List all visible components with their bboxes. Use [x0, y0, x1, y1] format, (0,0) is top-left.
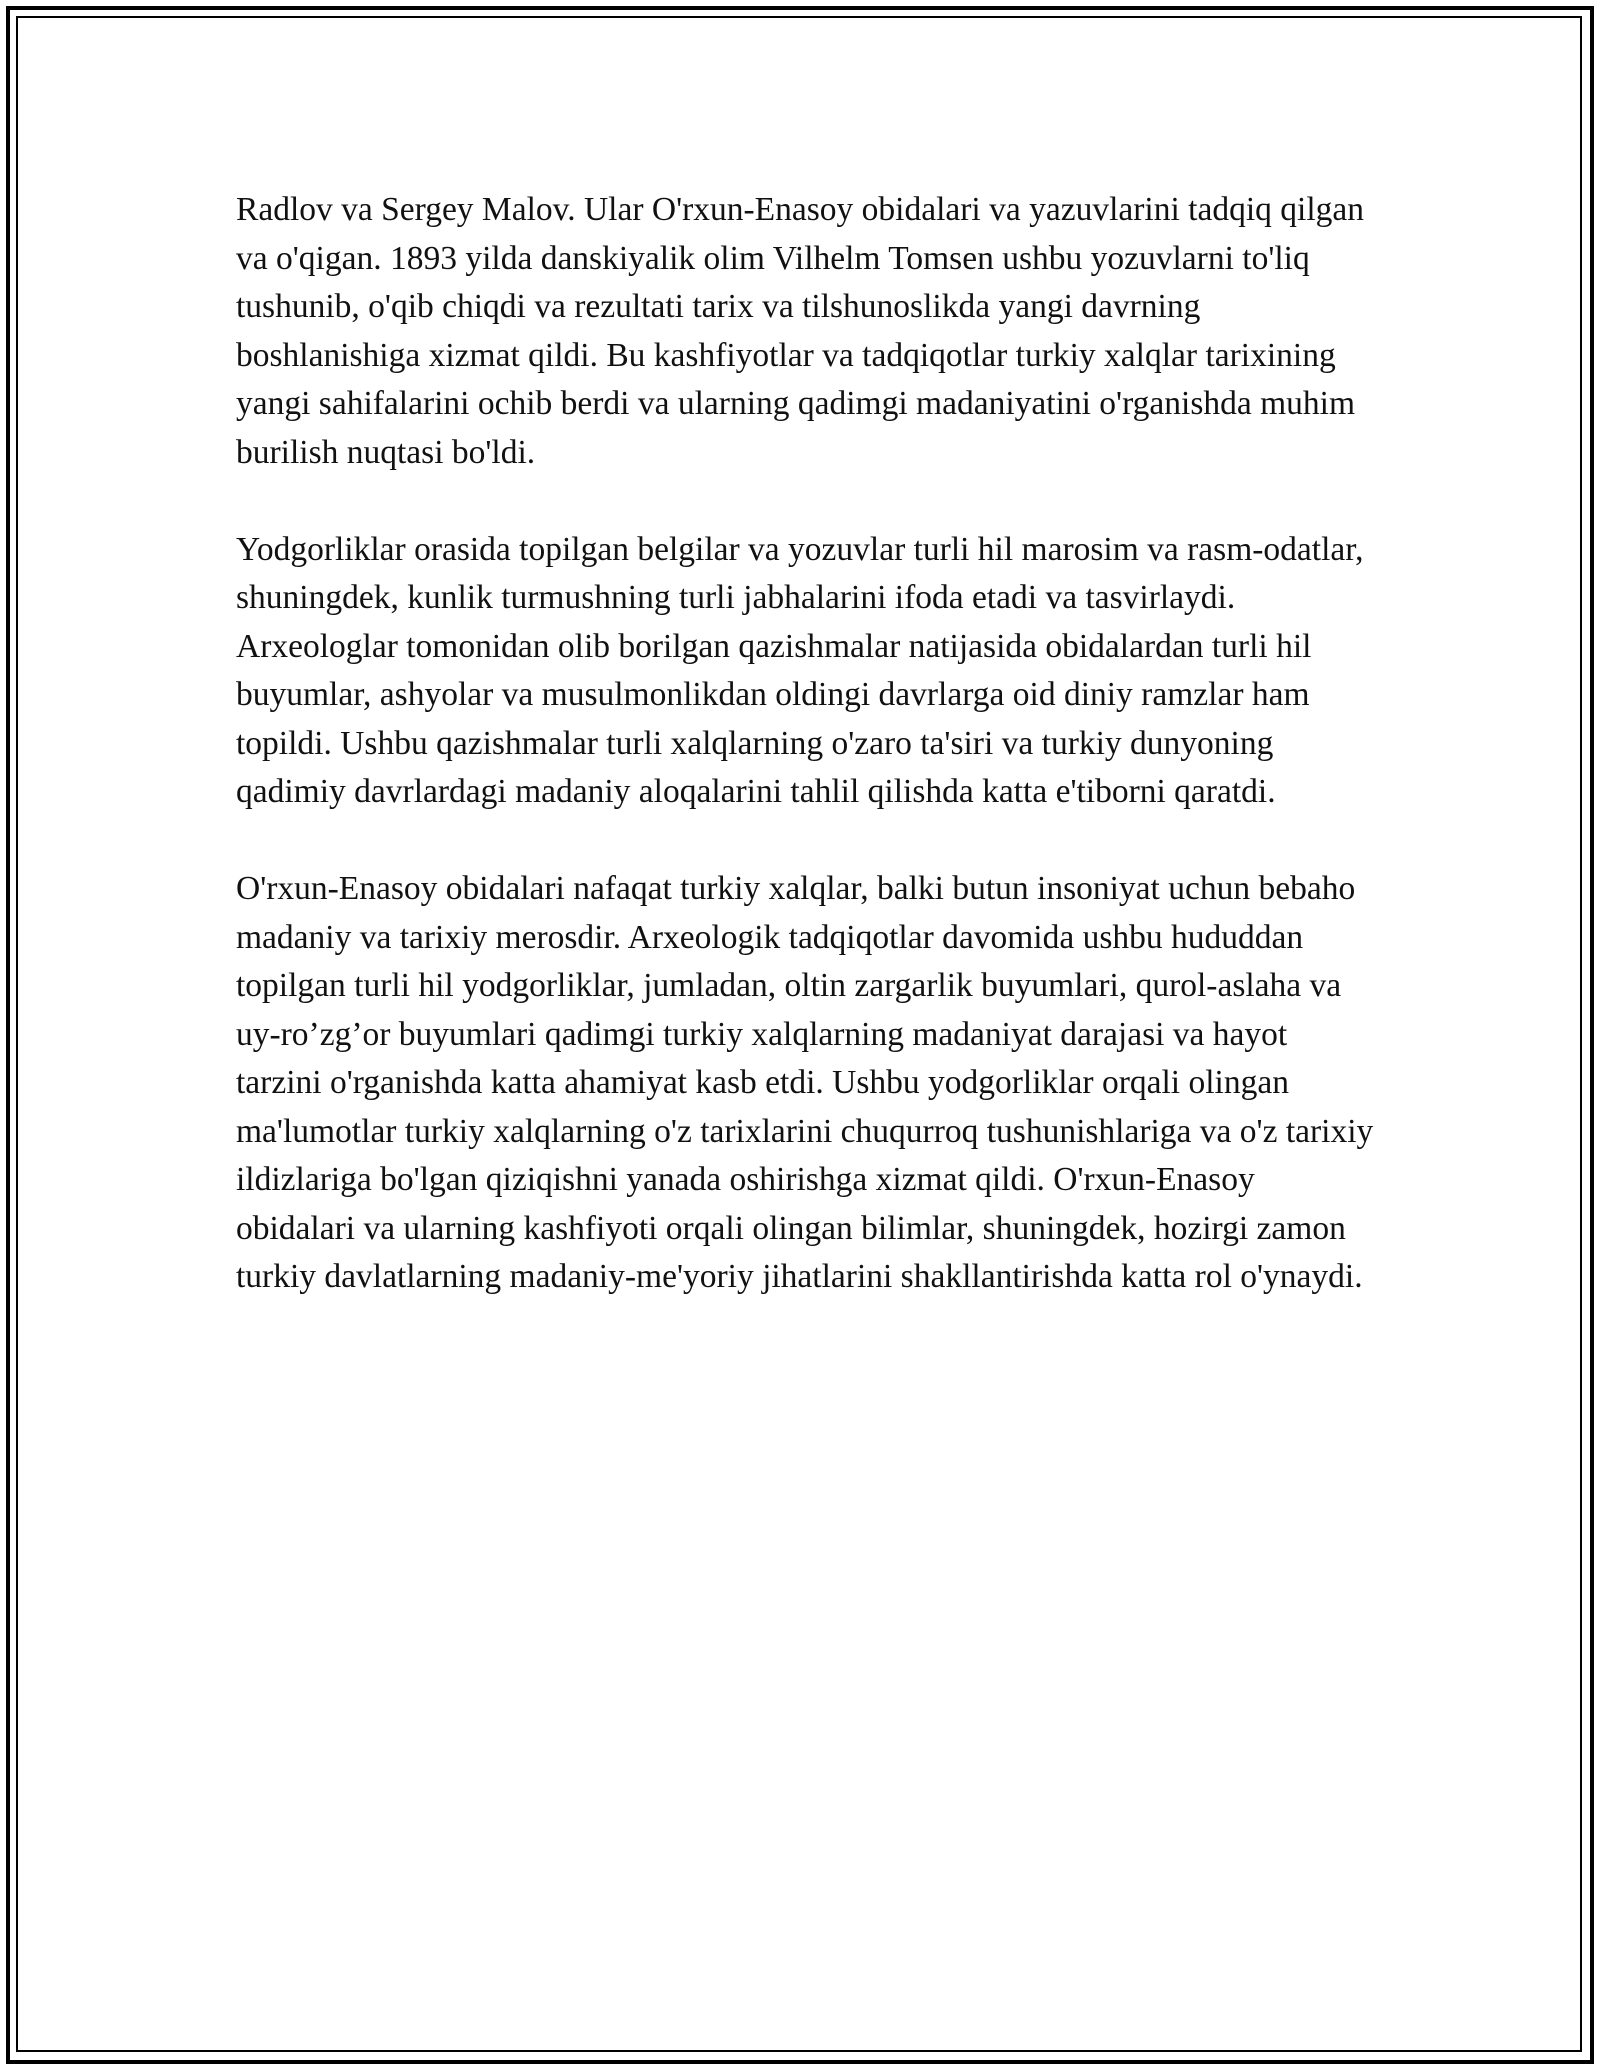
paragraph-3: O'rxun-Enasoy obidalari nafaqat turkiy xalqlar, balki butun insoniyat uchun bebaho madaniy va tarixiy merosdir. Arxeologik tadqiqotlar davomida ushbu hududdan topilgan turli hil yodgorliklar, jumladan, oltin zargarlik buyumlari, qurol-aslaha va uy-ro’zg’or buyumlari qadimgi turkiy xalqlarning madaniyat darajasi va hayot tarzini o'rganishda katta ahamiyat kasb etdi. Ushbu yodgorliklar orqali olingan ma'lumotlar turkiy xalqlarning o'z tarixlarini chuqurroq tushunishlariga va o'z tarixiy ildizlariga bo'lgan qiziqishni yanada oshirishga xizmat qildi. O'rxun-Enasoy obidalari va ularning kashfiyoti orqali olingan bilimlar, shuningdek, hozirgi zamon turkiy davlatlarning madaniy-me'yoriy jihatlarini shakllantirishda katta rol o'ynaydi. [236, 870, 1374, 1295]
paragraph-2: Yodgorliklar orasida topilgan belgilar va yozuvlar turli hil marosim va rasm-odatlar, shuningdek, kunlik turmushning turli jabhalarini ifoda etadi va tasvirlaydi. Arxeologlar tomonidan olib borilgan qazishmalar natijasida obidalardan turli hil buyumlar, ashyolar va musulmonlikdan oldingi davrlarga oid diniy ramzlar ham topildi. Ushbu qazishmalar turli xalqlarning o'zaro ta'siri va turkiy dunyoning qadimiy davrlardagi madaniy aloqalarini tahlil qilishda katta e'tiborni qaratdi. [236, 530, 1364, 810]
document-body [236, 186, 1376, 1302]
paragraph-1: Radlov va Sergey Malov. Ular O'rxun-Enasoy obidalari va yazuvlarini tadqiq qilgan va o'qigan. 1893 yilda danskiyalik olim Vilhelm Tomsen ushbu yozuvlarni to'liq tushunib, o'qib chiqdi va rezultati tarix va tilshunoslikda yangi davrning boshlanishiga xizmat qildi. Bu kashfiyotlar va tadqiqotlar turkiy xalqlar tarixining yangi sahifalarini ochib berdi va ularning qadimgi madaniyatini o'rganishda muhim burilish nuqtasi bo'ldi. [236, 191, 1364, 471]
